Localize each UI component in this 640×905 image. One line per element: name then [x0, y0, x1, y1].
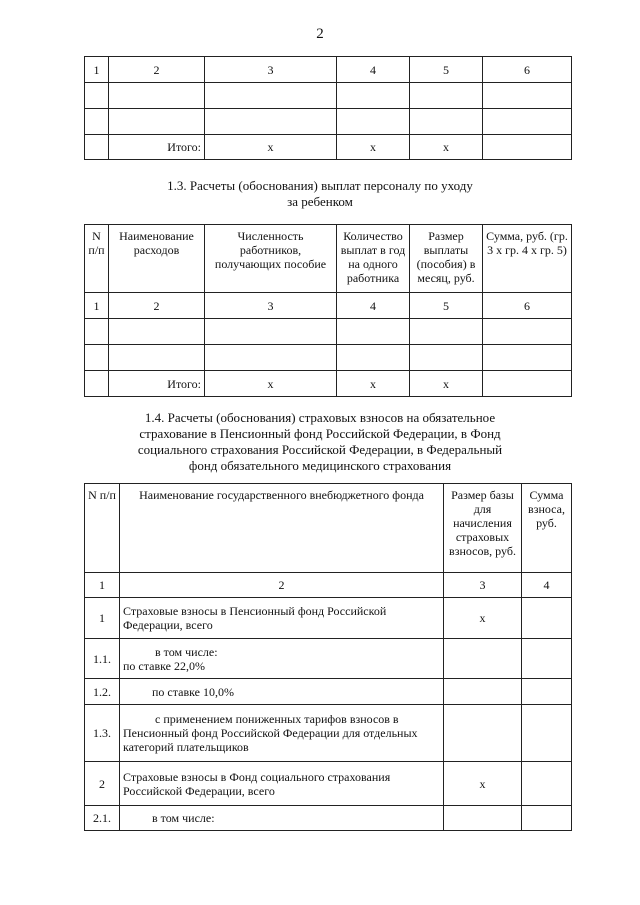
total-cell: x [205, 371, 337, 397]
column-numbers-row [85, 573, 572, 598]
total-cell: x [205, 135, 337, 160]
col-number: 4 [337, 57, 410, 83]
row-amount [522, 639, 572, 679]
section-1-4-title [0, 410, 640, 474]
total-label: Итого: [109, 135, 205, 160]
section-title-line: фонд обязательного медицинского страхования [188, 458, 452, 473]
table-cell [85, 109, 109, 135]
row-name [120, 639, 444, 679]
column-header: Наименование расходов [109, 225, 205, 293]
column-header: Сумма, руб. (гр. 3 х гр. 4 х гр. 5) [483, 225, 572, 293]
col-number: 2 [120, 573, 444, 598]
table-row [85, 679, 572, 705]
table-cell [337, 83, 410, 109]
table-row [85, 806, 572, 831]
column-header: Размер выплаты (пособия) в месяц, руб. [410, 225, 483, 293]
row-base [444, 705, 522, 762]
table-childcare-payments [84, 224, 572, 397]
row-name: Страховые взносы в Пенсионный фонд Российской Федерации, всего [120, 598, 444, 639]
column-header: Количество выплат в год на одного работника [337, 225, 410, 293]
table-row [85, 83, 572, 109]
table-cell [205, 83, 337, 109]
column-header: N п/п [85, 484, 120, 573]
col-number: 1 [85, 573, 120, 598]
table-cell [410, 83, 483, 109]
total-cell: x [337, 135, 410, 160]
table-cell [109, 345, 205, 371]
table-cell [483, 371, 572, 397]
row-name-line: в том числе: [155, 644, 218, 659]
row-name: Страховые взносы в Фонд социального страхования Российской Федерации, всего [120, 762, 444, 806]
table-cell [205, 319, 337, 345]
row-base: x [444, 598, 522, 639]
row-name-line: Пенсионный фонд Российской Федерации для отдельных категорий плательщиков [123, 726, 418, 754]
table-cell [85, 135, 109, 160]
col-number: 3 [205, 293, 337, 319]
table-cell [337, 109, 410, 135]
table-cell [483, 135, 572, 160]
table-cell [85, 345, 109, 371]
row-name [120, 705, 444, 762]
table-row [85, 109, 572, 135]
table-cell [483, 319, 572, 345]
table-cell [85, 371, 109, 397]
section-title-line: 1.3. Расчеты (обоснования) выплат персоналу по уходу [167, 178, 473, 193]
row-name: в том числе: [120, 806, 444, 831]
table-row [85, 705, 572, 762]
row-number: 1.1. [85, 639, 120, 679]
col-number: 4 [337, 293, 410, 319]
row-number: 1 [85, 598, 120, 639]
row-base [444, 806, 522, 831]
row-amount [522, 762, 572, 806]
row-amount [522, 598, 572, 639]
table-row [85, 319, 572, 345]
col-number: 4 [522, 573, 572, 598]
row-number: 2 [85, 762, 120, 806]
column-header: Сумма взноса, руб. [522, 484, 572, 573]
table-cell [85, 83, 109, 109]
row-number: 1.3. [85, 705, 120, 762]
row-amount [522, 806, 572, 831]
col-number: 1 [85, 57, 109, 83]
table-row [85, 345, 572, 371]
col-number: 5 [410, 57, 483, 83]
table-header-row [85, 484, 572, 573]
total-cell: x [337, 371, 410, 397]
col-number: 3 [444, 573, 522, 598]
col-number: 3 [205, 57, 337, 83]
table-row [85, 762, 572, 806]
table-insurance-contributions [84, 483, 572, 831]
section-title-line: социального страхования Российской Федерации, в Федеральный [137, 442, 503, 457]
table-cell [109, 83, 205, 109]
row-base [444, 639, 522, 679]
table-cell [410, 109, 483, 135]
section-title-line: за ребенком [287, 194, 353, 209]
row-number: 2.1. [85, 806, 120, 831]
table-cell [337, 319, 410, 345]
column-numbers-row [85, 293, 572, 319]
section-1-3-title [0, 178, 640, 210]
table-cell [483, 109, 572, 135]
page-number: 2 [316, 26, 324, 42]
col-number: 6 [483, 293, 572, 319]
row-base [444, 679, 522, 705]
table-header-row [85, 225, 572, 293]
column-header: Наименование государственного внебюджетного фонда [120, 484, 444, 573]
table-cell [410, 319, 483, 345]
table-cell [337, 345, 410, 371]
row-amount [522, 679, 572, 705]
table-cell [483, 345, 572, 371]
row-base: x [444, 762, 522, 806]
table-cell [85, 319, 109, 345]
table-row [85, 598, 572, 639]
column-header: Численность работников, получающих пособие [205, 225, 337, 293]
table-cell [109, 109, 205, 135]
section-title-line: страхование в Пенсионный фонд Российской Федерации, в Фонд [139, 426, 501, 441]
table-cell [483, 83, 572, 109]
table-row [85, 639, 572, 679]
total-row [85, 371, 572, 397]
table-cell [410, 345, 483, 371]
row-amount [522, 705, 572, 762]
col-number: 1 [85, 293, 109, 319]
table-header-row [85, 57, 572, 83]
table-cell [109, 319, 205, 345]
section-title-line: 1.4. Расчеты (обоснования) страховых взносов на обязательное [144, 410, 496, 425]
row-number: 1.2. [85, 679, 120, 705]
col-number: 2 [109, 57, 205, 83]
table-cell [205, 345, 337, 371]
total-row [85, 135, 572, 160]
col-number: 6 [483, 57, 572, 83]
col-number: 2 [109, 293, 205, 319]
table-cell [205, 109, 337, 135]
total-label: Итого: [109, 371, 205, 397]
total-cell: x [410, 135, 483, 160]
col-number: 5 [410, 293, 483, 319]
column-header: N п/п [85, 225, 109, 293]
total-cell: x [410, 371, 483, 397]
row-name-line: по ставке 22,0% [123, 658, 205, 673]
row-name: по ставке 10,0% [120, 679, 444, 705]
row-name-line: с применением пониженных тарифов взносов в [155, 712, 399, 726]
table-continuation [84, 56, 572, 160]
column-header: Размер базы для начисления страховых взносов, руб. [444, 484, 522, 573]
